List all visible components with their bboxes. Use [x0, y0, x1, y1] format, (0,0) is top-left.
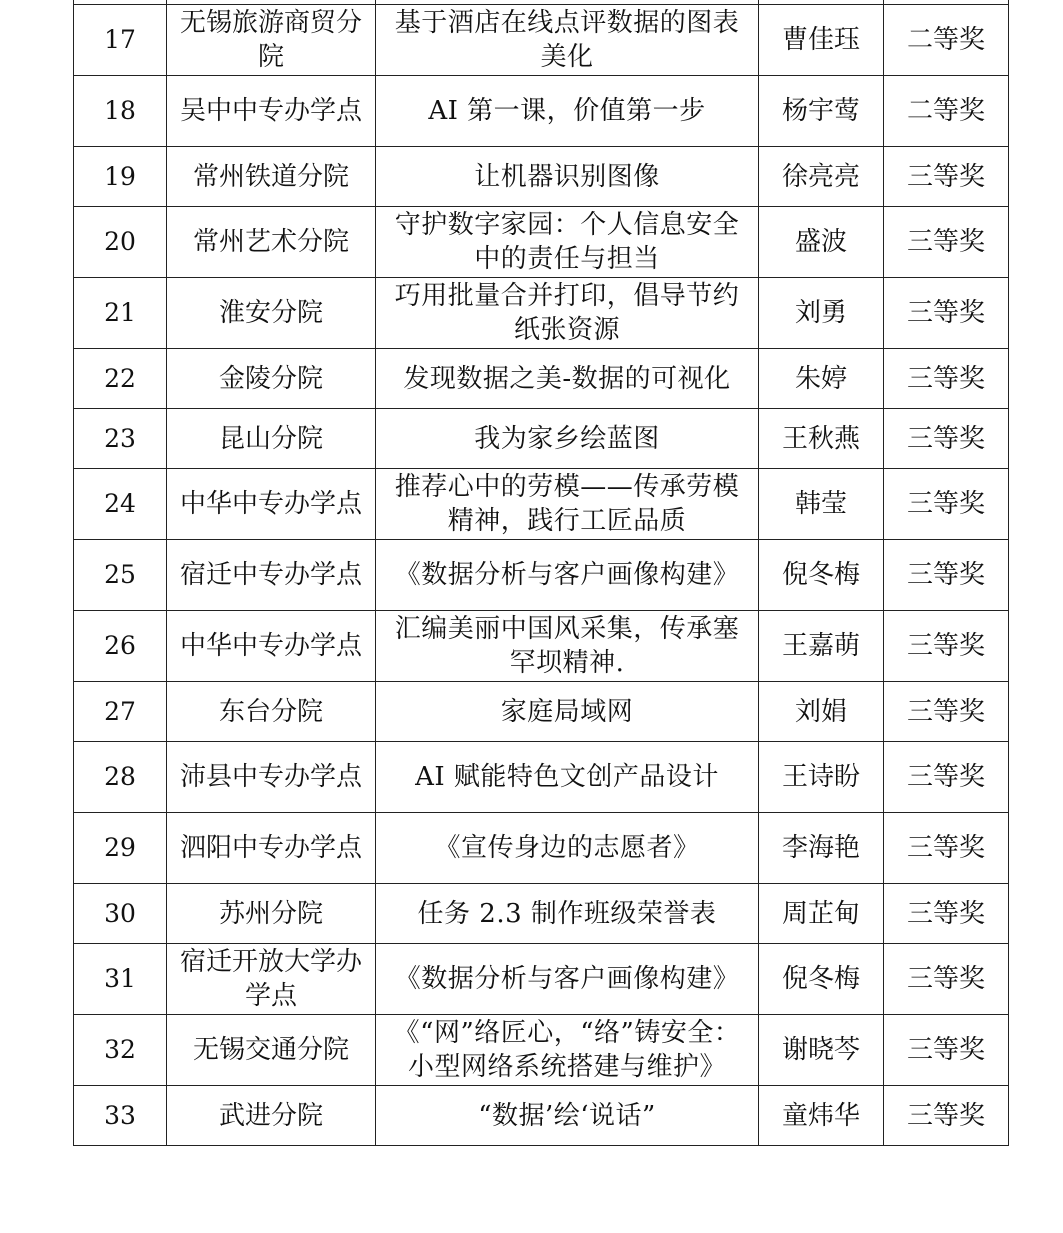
unit-cell: 泗阳中专办学点 — [167, 813, 376, 884]
unit-cell: 淮安分院 — [167, 278, 376, 349]
project-title-cell: 巧用批量合并打印，倡导节约纸张资源 — [376, 278, 759, 349]
award-level-cell: 三等奖 — [884, 409, 1009, 469]
unit-cell: 中华中专办学点 — [167, 611, 376, 682]
row-number: 21 — [74, 278, 167, 349]
award-level-cell: 三等奖 — [884, 1086, 1009, 1146]
table-row — [74, 207, 1009, 278]
table-row — [74, 1086, 1009, 1146]
teacher-name-cell: 谢晓芩 — [759, 1015, 884, 1086]
unit-cell: 宿迁开放大学办学点 — [167, 944, 376, 1015]
table-row — [74, 682, 1009, 742]
row-number: 22 — [74, 349, 167, 409]
teacher-name-cell: 周芷甸 — [759, 884, 884, 944]
row-number: 33 — [74, 1086, 167, 1146]
table-row — [74, 76, 1009, 147]
table-row — [74, 5, 1009, 76]
row-number: 25 — [74, 540, 167, 611]
award-level-cell: 二等奖 — [884, 76, 1009, 147]
project-title-cell: 《数据分析与客户画像构建》 — [376, 540, 759, 611]
award-level-cell: 三等奖 — [884, 207, 1009, 278]
unit-cell: 无锡交通分院 — [167, 1015, 376, 1086]
unit-cell: 常州铁道分院 — [167, 147, 376, 207]
teacher-name-cell: 童炜华 — [759, 1086, 884, 1146]
teacher-name-cell: 曹佳珏 — [759, 5, 884, 76]
teacher-name-cell: 韩莹 — [759, 469, 884, 540]
teacher-name-cell: 王嘉萌 — [759, 611, 884, 682]
teacher-name-cell: 朱婷 — [759, 349, 884, 409]
teacher-name-cell: 倪冬梅 — [759, 944, 884, 1015]
teacher-name-cell: 盛波 — [759, 207, 884, 278]
project-title-cell: 让机器识别图像 — [376, 147, 759, 207]
unit-cell: 常州艺术分院 — [167, 207, 376, 278]
project-title-cell: “数据’绘‘说话” — [376, 1086, 759, 1146]
award-level-cell: 三等奖 — [884, 742, 1009, 813]
project-title-cell: 任务 2.3 制作班级荣誉表 — [376, 884, 759, 944]
project-title-cell: AI 第一课，价值第一步 — [376, 76, 759, 147]
table-row — [74, 884, 1009, 944]
row-number: 23 — [74, 409, 167, 469]
project-title-cell: 基于酒店在线点评数据的图表美化 — [376, 5, 759, 76]
award-level-cell: 三等奖 — [884, 944, 1009, 1015]
row-number: 20 — [74, 207, 167, 278]
project-title-cell: 《“网”络匠心，“络”铸安全：小型网络系统搭建与维护》 — [376, 1015, 759, 1086]
teacher-name-cell: 倪冬梅 — [759, 540, 884, 611]
award-level-cell: 三等奖 — [884, 884, 1009, 944]
table-row — [74, 1015, 1009, 1086]
unit-cell: 武进分院 — [167, 1086, 376, 1146]
award-table-body — [74, 0, 1009, 1146]
table-row — [74, 611, 1009, 682]
teacher-name-cell: 徐亮亮 — [759, 147, 884, 207]
teacher-name-cell: 李海艳 — [759, 813, 884, 884]
table-row — [74, 409, 1009, 469]
table-row — [74, 540, 1009, 611]
row-number: 30 — [74, 884, 167, 944]
table-row — [74, 349, 1009, 409]
teacher-name-cell: 王秋燕 — [759, 409, 884, 469]
unit-cell: 宿迁中专办学点 — [167, 540, 376, 611]
award-level-cell: 三等奖 — [884, 813, 1009, 884]
teacher-name-cell: 杨宇莺 — [759, 76, 884, 147]
project-title-cell: 汇编美丽中国风采集，传承塞罕坝精神. — [376, 611, 759, 682]
row-number: 29 — [74, 813, 167, 884]
project-title-cell: AI 赋能特色文创产品设计 — [376, 742, 759, 813]
table-row — [74, 278, 1009, 349]
table-row — [74, 944, 1009, 1015]
award-level-cell: 二等奖 — [884, 5, 1009, 76]
unit-cell: 苏州分院 — [167, 884, 376, 944]
teacher-name-cell: 刘娟 — [759, 682, 884, 742]
project-title-cell: 家庭局域网 — [376, 682, 759, 742]
award-level-cell: 三等奖 — [884, 147, 1009, 207]
row-number: 24 — [74, 469, 167, 540]
row-number: 31 — [74, 944, 167, 1015]
award-level-cell: 三等奖 — [884, 469, 1009, 540]
award-level-cell: 三等奖 — [884, 540, 1009, 611]
teacher-name-cell: 王诗盼 — [759, 742, 884, 813]
row-number: 26 — [74, 611, 167, 682]
project-title-cell: 发现数据之美-数据的可视化 — [376, 349, 759, 409]
award-table — [73, 0, 1009, 1146]
award-list-page — [73, 0, 1008, 1146]
unit-cell: 金陵分院 — [167, 349, 376, 409]
award-level-cell: 三等奖 — [884, 349, 1009, 409]
row-number: 19 — [74, 147, 167, 207]
unit-cell: 无锡旅游商贸分院 — [167, 5, 376, 76]
row-number: 18 — [74, 76, 167, 147]
table-row — [74, 813, 1009, 884]
award-level-cell: 三等奖 — [884, 611, 1009, 682]
table-row — [74, 742, 1009, 813]
project-title-cell: 守护数字家园：个人信息安全中的责任与担当 — [376, 207, 759, 278]
project-title-cell: 推荐心中的劳模——传承劳模精神，践行工匠品质 — [376, 469, 759, 540]
table-row — [74, 147, 1009, 207]
project-title-cell: 我为家乡绘蓝图 — [376, 409, 759, 469]
row-number: 27 — [74, 682, 167, 742]
row-number: 32 — [74, 1015, 167, 1086]
unit-cell: 东台分院 — [167, 682, 376, 742]
project-title-cell: 《宣传身边的志愿者》 — [376, 813, 759, 884]
unit-cell: 沛县中专办学点 — [167, 742, 376, 813]
unit-cell: 中华中专办学点 — [167, 469, 376, 540]
unit-cell: 昆山分院 — [167, 409, 376, 469]
row-number: 17 — [74, 5, 167, 76]
table-row — [74, 469, 1009, 540]
project-title-cell: 《数据分析与客户画像构建》 — [376, 944, 759, 1015]
teacher-name-cell: 刘勇 — [759, 278, 884, 349]
row-number: 28 — [74, 742, 167, 813]
unit-cell: 吴中中专办学点 — [167, 76, 376, 147]
award-level-cell: 三等奖 — [884, 1015, 1009, 1086]
award-level-cell: 三等奖 — [884, 682, 1009, 742]
award-level-cell: 三等奖 — [884, 278, 1009, 349]
